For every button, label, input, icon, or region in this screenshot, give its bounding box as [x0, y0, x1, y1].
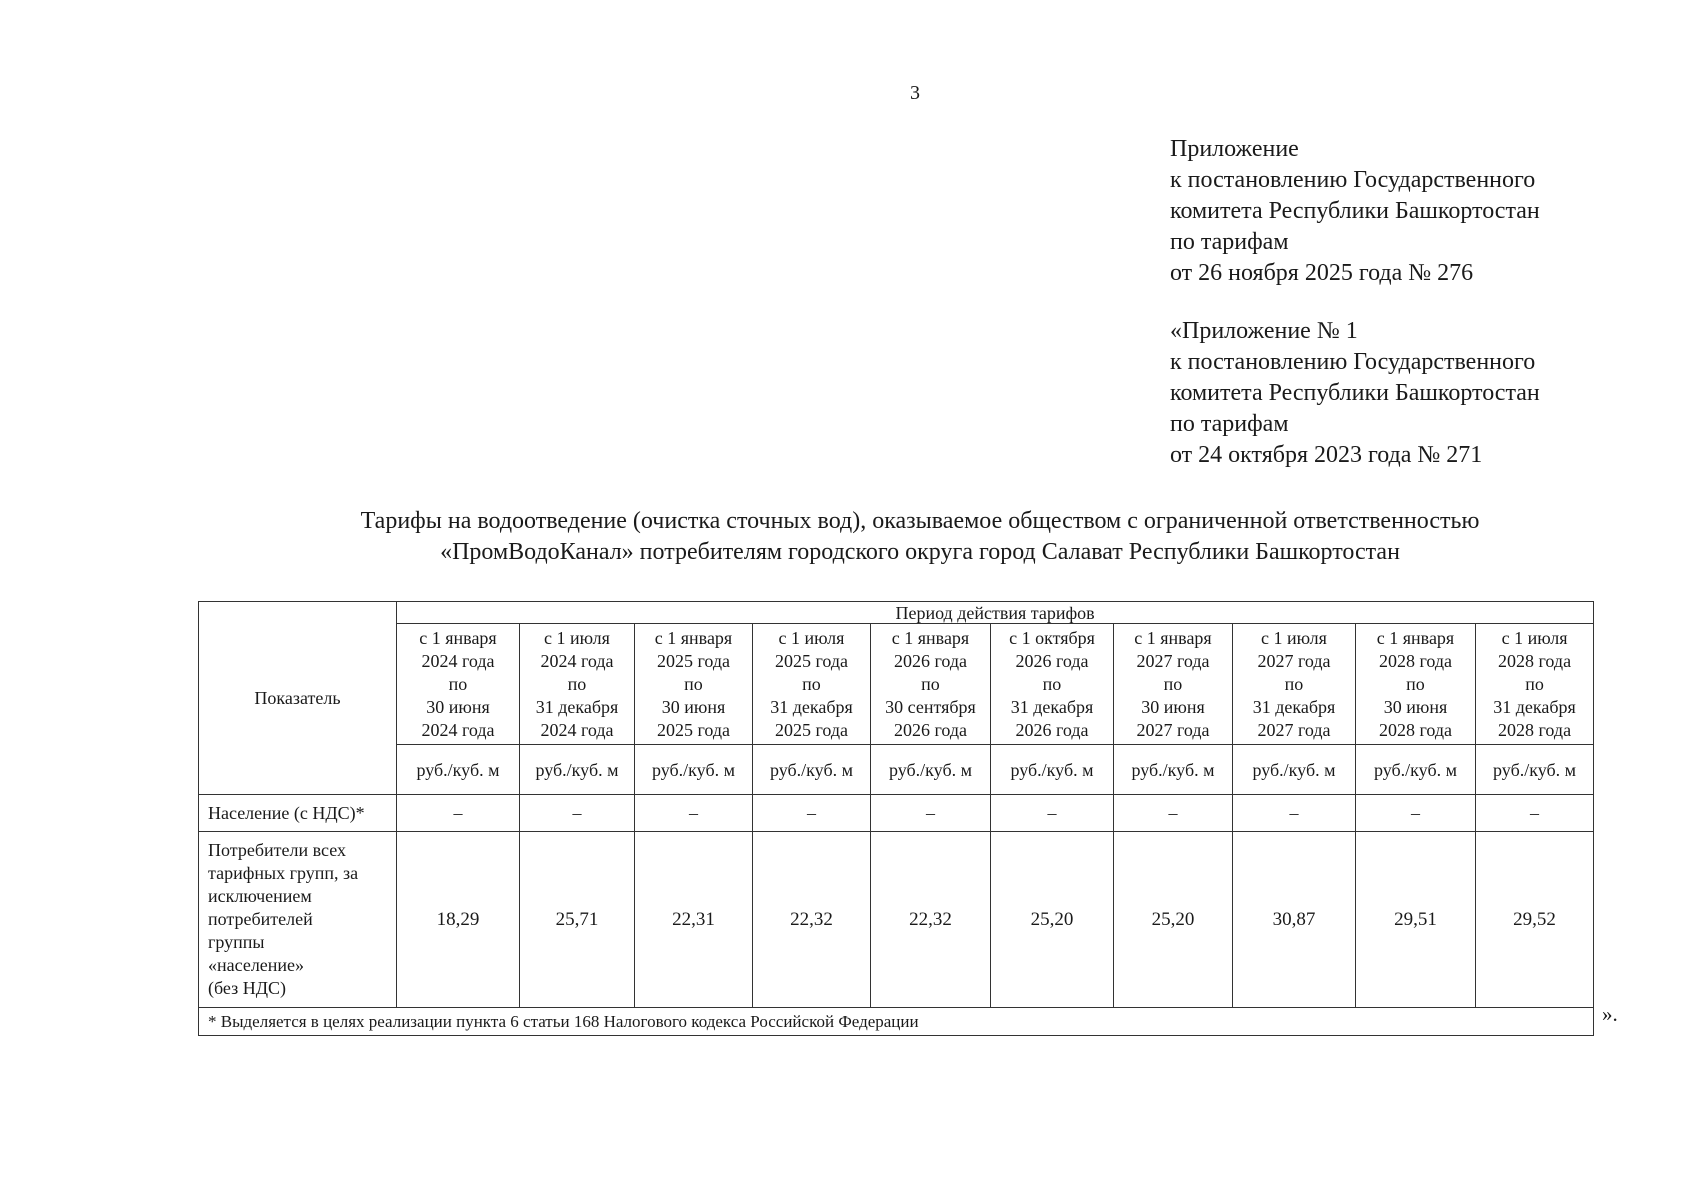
period-line: с 1 июля	[544, 627, 610, 648]
label-line: группы	[208, 932, 265, 952]
period-cell	[753, 624, 871, 745]
period-line: с 1 января	[654, 627, 733, 648]
period-line: 31 декабря	[535, 696, 619, 717]
period-cell	[1114, 624, 1233, 745]
period-cell	[1233, 624, 1356, 745]
annex-line: комитета Республики Башкортостан	[1170, 198, 1540, 224]
label-line: тарифных групп, за	[208, 863, 359, 883]
annex-current-block	[1170, 134, 1540, 289]
page-number: 3	[910, 82, 920, 104]
title-line-2: «ПромВодоКанал» потребителям городского округа город Салават Республики Башкортостан	[440, 539, 1400, 565]
tariff-value: 25,71	[520, 832, 635, 1008]
tariff-value: 30,87	[1233, 832, 1356, 1008]
label-line: Потребители всех	[208, 840, 346, 860]
period-line: 2027 года	[1257, 650, 1331, 671]
population-value: –	[1356, 795, 1476, 832]
label-line: «население»	[208, 955, 305, 975]
label-line: потребителей	[208, 909, 313, 929]
indicator-header: Показатель	[199, 602, 397, 795]
period-line: 30 июня	[661, 696, 726, 717]
period-line: с 1 января	[1134, 627, 1212, 648]
period-line: 31 декабря	[770, 696, 853, 717]
tariff-value: 25,20	[991, 832, 1114, 1008]
period-line: по	[1406, 673, 1425, 694]
period-line: 2025 года	[656, 650, 731, 671]
period-line: по	[567, 673, 587, 694]
period-line: по	[448, 673, 468, 694]
annex-line: от 24 октября 2023 года № 271	[1170, 442, 1483, 468]
row-label-population: Население (с НДС)*	[199, 795, 397, 832]
period-line: 31 декабря	[1493, 696, 1576, 717]
period-line: 30 сентября	[885, 696, 976, 717]
annex-line: по тарифам	[1170, 411, 1289, 437]
period-line: 2024 года	[540, 650, 614, 671]
period-line: по	[1284, 673, 1304, 694]
unit-cell: руб./куб. м	[753, 745, 871, 795]
period-line: 2028 года	[1378, 719, 1453, 740]
label-line: (без НДС)	[208, 978, 287, 998]
annex-line: от 26 ноября 2025 года № 276	[1170, 260, 1474, 286]
period-line: 30 июня	[1383, 696, 1448, 717]
period-line: 2028 года	[1498, 719, 1572, 740]
title-line-1: Тарифы на водоотведение (очистка сточных вод), оказываемое обществом с ограниченной ответственностью	[360, 508, 1480, 534]
population-value: –	[520, 795, 635, 832]
period-line: 30 июня	[426, 696, 490, 717]
period-cell	[397, 624, 520, 745]
population-value: –	[753, 795, 871, 832]
period-cell	[991, 624, 1114, 745]
tariff-value: 29,51	[1356, 832, 1476, 1008]
period-line: с 1 января	[891, 627, 970, 648]
period-line: 2025 года	[656, 719, 731, 740]
unit-cell: руб./куб. м	[635, 745, 753, 795]
tariff-value: 29,52	[1476, 832, 1594, 1008]
period-line: 2028 года	[1498, 650, 1572, 671]
annex-line: по тарифам	[1170, 229, 1289, 255]
period-line: по	[684, 673, 703, 694]
period-line: 30 июня	[1141, 696, 1205, 717]
period-line: по	[802, 673, 821, 694]
period-line: 2027 года	[1136, 719, 1210, 740]
population-value: –	[1476, 795, 1594, 832]
unit-cell: руб./куб. м	[520, 745, 635, 795]
unit-cell: руб./куб. м	[397, 745, 520, 795]
period-line: по	[1525, 673, 1544, 694]
annex-line: к постановлению Государственного	[1170, 349, 1536, 375]
label-line: исключением	[208, 886, 312, 906]
period-line: 2025 года	[774, 650, 849, 671]
population-value: –	[871, 795, 991, 832]
unit-cell: руб./куб. м	[871, 745, 991, 795]
period-line: 2028 года	[1378, 650, 1453, 671]
tariff-value: 25,20	[1114, 832, 1233, 1008]
period-line: по	[1042, 673, 1062, 694]
period-line: с 1 января	[419, 627, 497, 648]
period-line: 2024 года	[421, 650, 495, 671]
period-line: 31 декабря	[1010, 696, 1094, 717]
period-line: с 1 октября	[1009, 627, 1095, 648]
row-label-all-consumers	[199, 832, 397, 1008]
period-line: с 1 января	[1376, 627, 1455, 648]
population-value: –	[991, 795, 1114, 832]
annex-line: к постановлению Государственного	[1170, 167, 1536, 193]
period-line: 2026 года	[1015, 719, 1089, 740]
unit-cell: руб./куб. м	[1114, 745, 1233, 795]
period-line: 31 декабря	[1252, 696, 1336, 717]
annex-line: Приложение	[1170, 136, 1299, 162]
period-line: с 1 июля	[778, 627, 845, 648]
annex-amended-block	[1170, 316, 1540, 471]
period-line: 2027 года	[1257, 719, 1331, 740]
period-cell	[871, 624, 991, 745]
tariff-table	[198, 601, 1594, 1036]
footnote: * Выделяется в целях реализации пункта 6 статьи 168 Налогового кодекса Российской Федерации	[199, 1008, 1594, 1036]
annex-line: комитета Республики Башкортостан	[1170, 380, 1540, 406]
population-value: –	[1114, 795, 1233, 832]
tariff-value: 22,32	[871, 832, 991, 1008]
unit-cell: руб./куб. м	[1476, 745, 1594, 795]
period-line: с 1 июля	[1501, 627, 1568, 648]
population-value: –	[1233, 795, 1356, 832]
period-line: 2026 года	[1015, 650, 1089, 671]
population-value: –	[635, 795, 753, 832]
period-line: 2026 года	[893, 719, 968, 740]
period-header: Период действия тарифов	[397, 602, 1594, 624]
period-line: 2027 года	[1136, 650, 1210, 671]
period-cell	[635, 624, 753, 745]
tariff-value: 18,29	[397, 832, 520, 1008]
document-title	[180, 506, 1660, 568]
annex-line: «Приложение № 1	[1170, 318, 1358, 344]
period-line: 2025 года	[774, 719, 849, 740]
period-line: 2024 года	[421, 719, 495, 740]
period-line: по	[1163, 673, 1183, 694]
tariff-value: 22,31	[635, 832, 753, 1008]
period-cell	[1356, 624, 1476, 745]
tariff-value: 22,32	[753, 832, 871, 1008]
period-cell	[1476, 624, 1594, 745]
period-line: с 1 июля	[1261, 627, 1327, 648]
unit-cell: руб./куб. м	[1233, 745, 1356, 795]
period-line: 2024 года	[540, 719, 614, 740]
closing-quote: ».	[1602, 1002, 1618, 1026]
period-line: по	[921, 673, 940, 694]
period-line: 2026 года	[893, 650, 968, 671]
unit-cell: руб./куб. м	[991, 745, 1114, 795]
population-value: –	[397, 795, 520, 832]
period-cell	[520, 624, 635, 745]
unit-cell: руб./куб. м	[1356, 745, 1476, 795]
